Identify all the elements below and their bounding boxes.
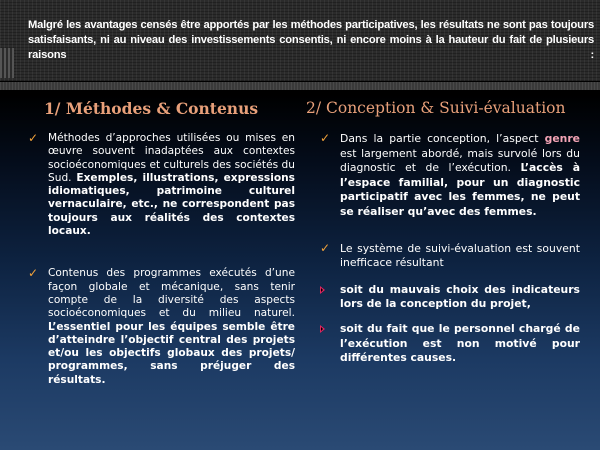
item-bold-text: Exemples, illustrations, expressions idiomatiques, patrimoine culturel vernaculaire, etc., ne correspondent pas toujours aux réalités des contextes locaux. [48,171,295,238]
left-column [28,132,295,387]
sub-list-item [320,283,580,312]
item-text [48,132,295,238]
list-item [320,132,580,220]
item-text: soit du mauvais choix des indicateurs lors de la conception du projet, [340,282,580,311]
right-column [320,132,580,366]
checkmark-icon: ✓ [28,131,39,145]
item-text: Le système de suivi-évaluation est souvent inefficace résultant [340,241,580,270]
checkmark-icon: ✓ [320,131,331,145]
item-plain-text: est largement abordé, mais survolé lors du diagnostic et de l’exécution. [340,146,580,175]
item-plain-text: Contenus des programmes exécutés d’une façon globale et mécanique, sans tenir compte de la diversité des aspects socioéconomiques et du milieu naturel. [48,267,295,320]
item-plain-text: Dans la partie conception, l’aspect [340,132,539,145]
left-column-title: 1/ Méthodes & Contenus [44,99,259,118]
item-bold-text: L’essentiel pour les équipes semble être d’atteindre l’objectif central des projets et/ou les objectifs globaux des projets/ programmes, sans préjuger des résultats. [48,320,295,386]
checkmark-icon: ✓ [320,240,331,255]
item-text [340,132,580,220]
arrow-bullet-icon [320,325,325,333]
checkmark-icon: ✓ [28,266,39,281]
list-item [28,267,295,387]
item-bold-text: L’accès à l’espace familial, pour un diagnostic participatif avec les femmes, ne peut se réaliser qu’avec des femmes. [340,161,580,218]
arrow-bullet-icon [320,286,325,294]
item-highlight-text: genre [544,132,580,145]
list-item [320,242,580,271]
sub-list-item [320,322,580,366]
list-item [28,132,295,238]
intro-text: Malgré les avantages censés être apportés par les méthodes participatives, les résultats ne sont pas toujours satisfaisants, ni au niveau des investissements consentis, ni encore moins à la hauteur du fait de plusieurs raisons : [28,19,594,61]
decorative-stripes [0,48,14,78]
item-plain-text: Méthodes d’approches utilisées ou mises en œuvre souvent inadaptées aux contextes socioéconomiques et culturels des sociétés du Sud. [48,132,295,184]
right-column-title: 2/ Conception & Suivi-évaluation [306,99,566,117]
header-bar [0,0,600,81]
header-divider [0,82,600,90]
item-text [48,267,295,387]
item-text: soit du fait que le personnel chargé de l’exécution est non motivé pour différentes causes. [340,321,580,365]
